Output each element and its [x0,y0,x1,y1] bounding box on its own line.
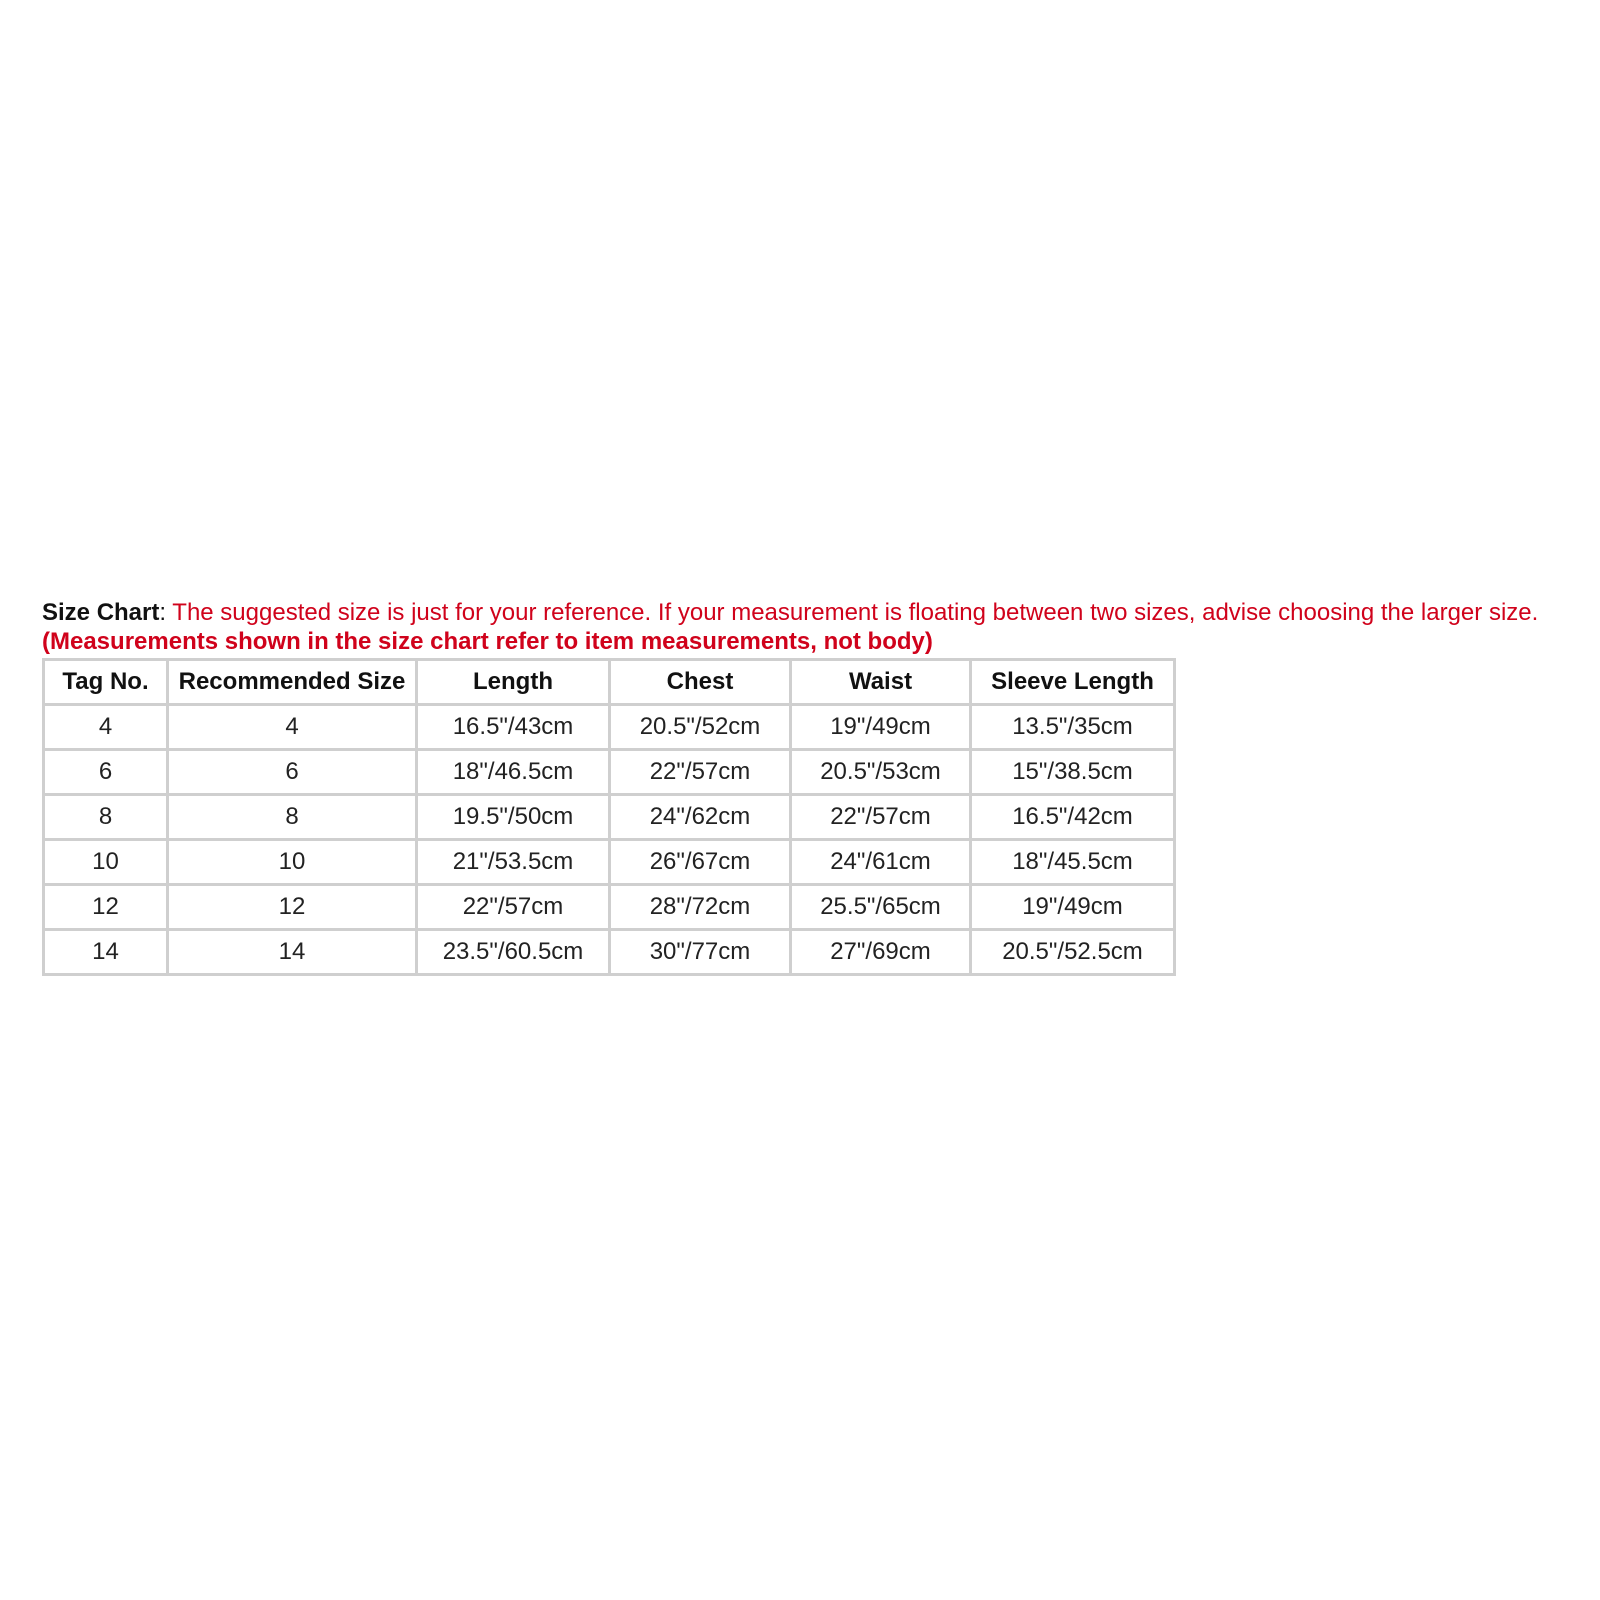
cell-tag-no: 8 [44,795,168,840]
cell-length: 19.5"/50cm [417,795,610,840]
table-row [44,930,1175,975]
cell-tag-no: 4 [44,705,168,750]
size-chart-note [42,598,1572,656]
cell-length: 18"/46.5cm [417,750,610,795]
cell-recommended-size: 8 [168,795,417,840]
cell-chest: 20.5"/52cm [610,705,791,750]
header-tag-no: Tag No. [44,660,168,705]
cell-waist: 27"/69cm [791,930,971,975]
cell-waist: 24"/61cm [791,840,971,885]
cell-length: 21"/53.5cm [417,840,610,885]
cell-sleeve-length: 15"/38.5cm [971,750,1175,795]
cell-chest: 26"/67cm [610,840,791,885]
size-chart-label: Size Chart [42,599,160,626]
cell-recommended-size: 6 [168,750,417,795]
header-waist: Waist [791,660,971,705]
header-chest: Chest [610,660,791,705]
cell-recommended-size: 4 [168,705,417,750]
cell-tag-no: 6 [44,750,168,795]
cell-recommended-size: 12 [168,885,417,930]
table-header-row [44,660,1175,705]
cell-chest: 28"/72cm [610,885,791,930]
cell-sleeve-length: 16.5"/42cm [971,795,1175,840]
cell-sleeve-length: 13.5"/35cm [971,705,1175,750]
header-recommended-size: Recommended Size [168,660,417,705]
cell-waist: 19"/49cm [791,705,971,750]
cell-waist: 20.5"/53cm [791,750,971,795]
cell-chest: 24"/62cm [610,795,791,840]
table-row [44,750,1175,795]
table-row [44,795,1175,840]
size-chart-measurement-note: (Measurements shown in the size chart refer to item measurements, not body) [42,628,933,655]
size-chart-colon: : [159,599,167,626]
table-row [44,885,1175,930]
cell-tag-no: 12 [44,885,168,930]
cell-chest: 22"/57cm [610,750,791,795]
size-chart-advice: The suggested size is just for your reference. If your measurement is floating between two sizes, advise choosing the larger size. [166,599,1539,626]
table-row [44,705,1175,750]
cell-length: 16.5"/43cm [417,705,610,750]
cell-sleeve-length: 20.5"/52.5cm [971,930,1175,975]
cell-length: 23.5"/60.5cm [417,930,610,975]
header-length: Length [417,660,610,705]
cell-sleeve-length: 19"/49cm [971,885,1175,930]
cell-waist: 22"/57cm [791,795,971,840]
cell-tag-no: 10 [44,840,168,885]
cell-chest: 30"/77cm [610,930,791,975]
cell-length: 22"/57cm [417,885,610,930]
cell-tag-no: 14 [44,930,168,975]
size-chart-table [42,658,1176,976]
cell-sleeve-length: 18"/45.5cm [971,840,1175,885]
table-row [44,840,1175,885]
header-sleeve-length: Sleeve Length [971,660,1175,705]
cell-waist: 25.5"/65cm [791,885,971,930]
cell-recommended-size: 14 [168,930,417,975]
cell-recommended-size: 10 [168,840,417,885]
